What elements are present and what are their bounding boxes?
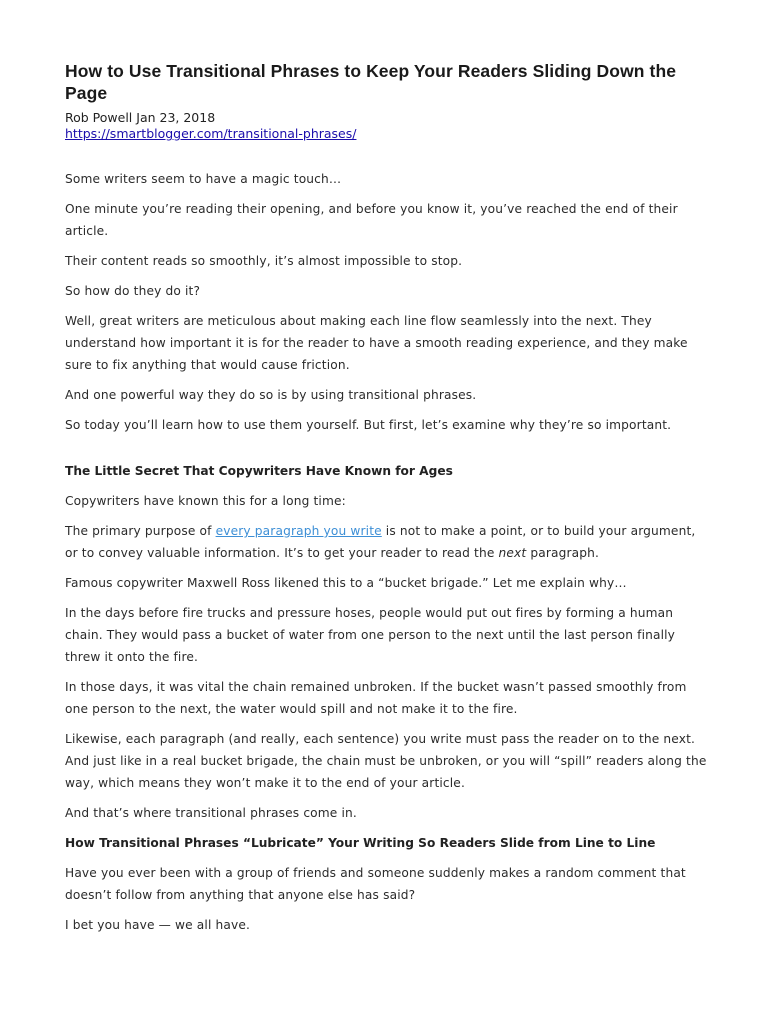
section-heading: The Little Secret That Copywriters Have Known for Ages [65, 464, 453, 478]
paragraph: One minute you’re reading their opening, and before you know it, you’ve reached the end of their article. [65, 202, 678, 238]
paragraph [65, 520, 710, 564]
text-span: is not to make a point, or to build your argument, or to convey valuable information. It’s to get your reader to read the [65, 524, 696, 560]
paragraph: And that’s where transitional phrases come in. [65, 806, 357, 820]
paragraph: Likewise, each paragraph (and really, each sentence) you write must pass the reader on to the next. And just like in a real bucket brigade, the chain must be unbroken, or you will “spill” readers along the way, which means they won’t make it to the end of your article. [65, 732, 707, 790]
paragraph: Famous copywriter Maxwell Ross likened this to a “bucket brigade.” Let me explain why… [65, 576, 627, 590]
article-source-link[interactable]: https://smartblogger.com/transitional-phrases/ [65, 126, 357, 141]
paragraph: And one powerful way they do so is by using transitional phrases. [65, 388, 477, 402]
article-intro [65, 168, 710, 436]
article-meta [65, 110, 710, 142]
every-paragraph-link[interactable]: every paragraph you write [215, 524, 382, 538]
paragraph: In the days before fire trucks and pressure hoses, people would put out fires by forming a human chain. They would pass a bucket of water from one person to the next until the last person finally threw it onto the fire. [65, 606, 676, 664]
paragraph: Their content reads so smoothly, it’s almost impossible to stop. [65, 254, 463, 268]
article-title: How to Use Transitional Phrases to Keep Your Readers Sliding Down the Page [65, 61, 677, 103]
paragraph: I bet you have — we all have. [65, 918, 251, 932]
text-span: The primary purpose of [65, 524, 216, 538]
paragraph: Well, great writers are meticulous about making each line flow seamlessly into the next. They understand how important it is for the reader to have a smooth reading experience, and they make sure to fix anything that would cause friction. [65, 314, 688, 372]
paragraph: So how do they do it? [65, 284, 201, 298]
document-page [65, 60, 710, 944]
paragraph: In those days, it was vital the chain remained unbroken. If the bucket wasn’t passed smoothly from one person to the next, the water would spill and not make it to the fire. [65, 680, 687, 716]
paragraph: Some writers seem to have a magic touch… [65, 172, 342, 186]
paragraph: Have you ever been with a group of friends and someone suddenly makes a random comment that doesn’t follow from anything that anyone else has said? [65, 866, 686, 902]
emphasis-next: next [498, 546, 527, 560]
paragraph: Copywriters have known this for a long time: [65, 494, 346, 508]
article-byline: Rob Powell Jan 23, 2018 [65, 110, 216, 125]
section-heading: How Transitional Phrases “Lubricate” Your Writing So Readers Slide from Line to Line [65, 836, 656, 850]
text-span: paragraph. [526, 546, 600, 560]
paragraph: So today you’ll learn how to use them yourself. But first, let’s examine why they’re so important. [65, 418, 672, 432]
